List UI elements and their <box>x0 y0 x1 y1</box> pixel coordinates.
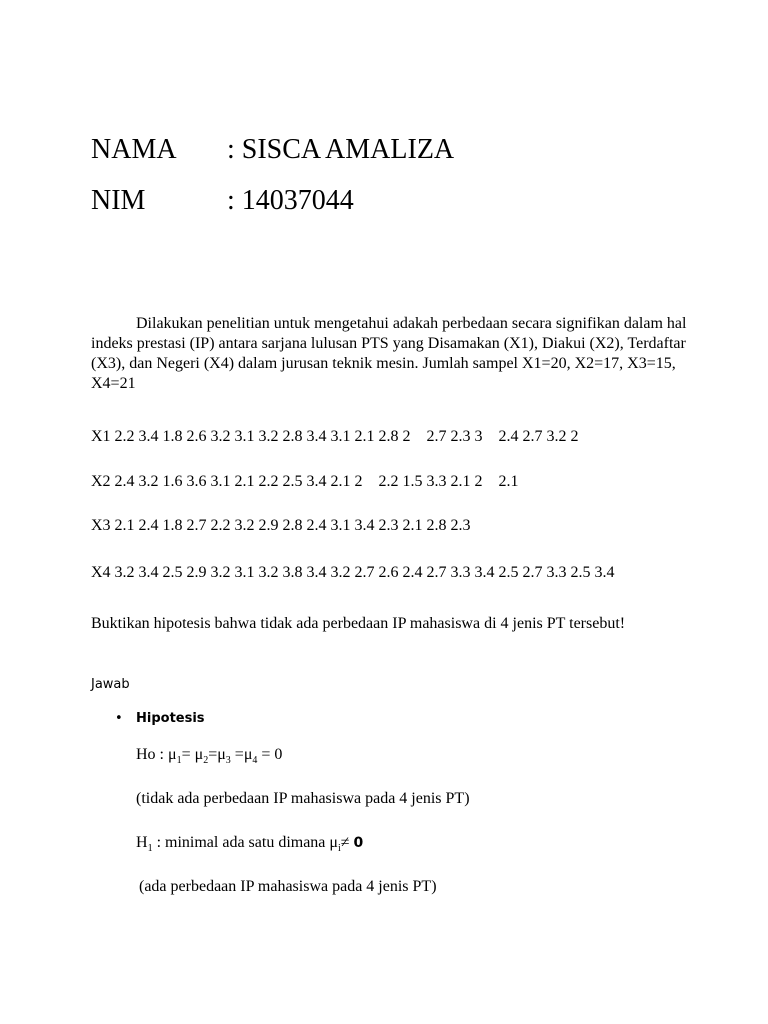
h0-sub4: 4 <box>252 755 258 767</box>
data-line-x3: X3 2.1 2.4 1.8 2.7 2.2 3.2 2.9 2.8 2.4 3.1 3.4 2.3 2.1 2.8 2.3 <box>91 517 471 534</box>
h1-prefix: H <box>136 834 148 851</box>
intro-paragraph: Dilakukan penelitian untuk mengetahui adakah perbedaan secara signifikan dalam hal indeks prestasi (IP) antara sarjana lulusan PTS yang Disamakan (X1), Diakui (X2), Terdaftar (X3), dan Negeri (X4) dalam jurusan teknik mesin. Jumlah sampel X1=20, X2=17, X3=15, X4=21 <box>91 315 687 392</box>
jawab-heading: Jawab <box>91 677 130 692</box>
h0-eq2: =μ <box>208 746 226 763</box>
h0-sub2: 2 <box>203 755 209 767</box>
nama-value: : SISCA AMALIZA <box>227 134 455 165</box>
h1-neq: ≠ <box>340 834 354 851</box>
h0-sub1: 1 <box>176 755 182 767</box>
h0-prefix: Ho : μ <box>136 746 177 763</box>
nama-label: NAMA <box>91 134 177 165</box>
data-line-x4: X4 3.2 3.4 2.5 2.9 3.2 3.1 3.2 3.8 3.4 3.2 2.7 2.6 2.4 2.7 3.3 3.4 2.5 2.7 3.3 2.5 3.4 <box>91 564 615 581</box>
h0-sub3: 3 <box>225 755 231 767</box>
nim-value: : 14037044 <box>227 185 354 216</box>
h0-eq1: = μ <box>181 746 204 763</box>
question-paragraph: Buktikan hipotesis bahwa tidak ada perbedaan IP mahasiswa di 4 jenis PT tersebut! <box>91 615 626 632</box>
h1-zero: 0 <box>353 835 364 851</box>
h1-sub: 1 <box>147 843 153 855</box>
h1-text: : minimal ada satu dimana μ <box>152 834 338 851</box>
hipotesis-heading: Hipotesis <box>136 711 205 726</box>
nim-row <box>91 185 354 217</box>
h1-formula <box>136 833 363 859</box>
nama-row <box>91 134 454 166</box>
bullet-icon: • <box>115 711 123 726</box>
data-line-x1: X1 2.2 3.4 1.8 2.6 3.2 3.1 3.2 2.8 3.4 3.1 2.1 2.8 2 2.7 2.3 3 2.4 2.7 3.2 2 <box>91 428 579 445</box>
h1-note: (ada perbedaan IP mahasiswa pada 4 jenis PT) <box>139 878 437 895</box>
h0-suffix: = 0 <box>257 746 283 763</box>
h0-formula <box>136 745 282 771</box>
nim-label: NIM <box>91 185 146 216</box>
h0-note: (tidak ada perbedaan IP mahasiswa pada 4 jenis PT) <box>136 790 470 807</box>
h0-eq3: =μ <box>230 746 253 763</box>
data-line-x2: X2 2.4 3.2 1.6 3.6 3.1 2.1 2.2 2.5 3.4 2.1 2 2.2 1.5 3.3 2.1 2 2.1 <box>91 473 519 490</box>
h1-sub-i: i <box>337 843 341 855</box>
